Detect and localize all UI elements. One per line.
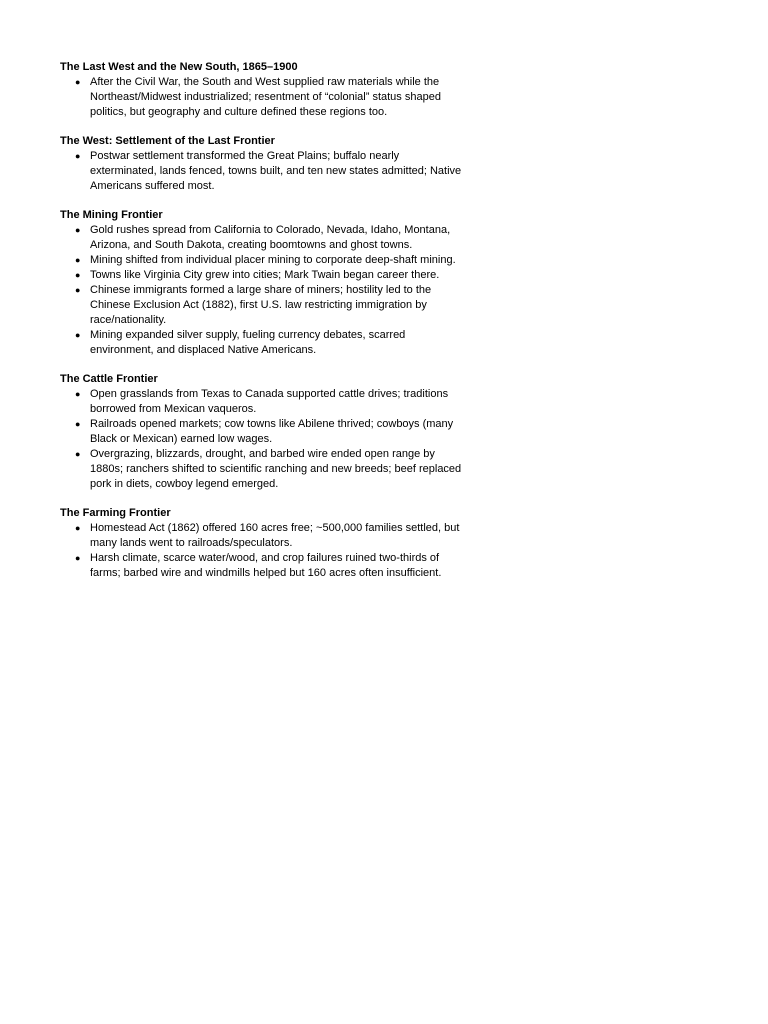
list-item [60,387,462,417]
list-item-text: Mining expanded silver supply, fueling currency debates, scarred environment, and displaced Native Americans. [90,329,406,356]
document-page [60,60,460,595]
list-item-text: Overgrazing, blizzards, drought, and barbed wire ended open range by 1880s; ranchers shifted to scientific ranching and new breeds; beef replaced pork in diets, cowboy legend emerged. [90,448,462,490]
list-item [60,417,462,447]
bullet-icon: ● [75,523,81,533]
list-item-text: Railroads opened markets; cow towns like Abilene thrived; cowboys (many Black or Mexican) earned low wages. [90,418,454,445]
list-item-text: Homestead Act (1862) offered 160 acres free; ~500,000 families settled, but many lands went to railroads/speculators. [90,522,460,549]
bullet-icon: ● [75,225,81,235]
list-item [60,75,462,120]
list-item [60,149,462,194]
bullet-list [60,521,460,581]
list-item [60,521,462,551]
section-title: The West: Settlement of the Last Frontier [60,135,275,147]
bullet-icon: ● [75,255,81,265]
list-item [60,551,462,581]
list-item [60,268,462,283]
list-item-text: Gold rushes spread from California to Colorado, Nevada, Idaho, Montana, Arizona, and South Dakota, creating boomtowns and ghost towns. [90,224,451,251]
bullet-icon: ● [75,553,81,563]
list-item-text: Chinese immigrants formed a large share of miners; hostility led to the Chinese Exclusion Act (1882), first U.S. law restricting immigration by race/nationality. [90,284,432,326]
bullet-icon: ● [75,419,81,429]
section-title: The Mining Frontier [60,209,163,221]
list-item [60,328,462,358]
section-title: The Cattle Frontier [60,373,158,385]
section-cattle-frontier [60,372,460,492]
section-west-settlement [60,134,460,194]
bullet-icon: ● [75,330,81,340]
list-item-text: Postwar settlement transformed the Great Plains; buffalo nearly exterminated, lands fenced, towns built, and ten new states admitted; Native Americans suffered most. [90,150,462,192]
list-item [60,253,462,268]
bullet-icon: ● [75,449,81,459]
section-farming-frontier [60,506,460,581]
bullet-icon: ● [75,77,81,87]
list-item-text: Towns like Virginia City grew into cities; Mark Twain began career there. [90,269,440,281]
bullet-list [60,149,460,194]
list-item-text: After the Civil War, the South and West supplied raw materials while the Northeast/Midwest industrialized; resentment of “colonial” status shaped politics, but geography and culture defined these regions too. [90,76,441,118]
bullet-list [60,223,460,358]
bullet-icon: ● [75,270,81,280]
section-mining-frontier [60,208,460,358]
section-last-west [60,60,460,120]
list-item-text: Open grasslands from Texas to Canada supported cattle drives; traditions borrowed from Mexican vaqueros. [90,388,449,415]
bullet-list [60,75,460,120]
list-item [60,283,462,328]
bullet-icon: ● [75,389,81,399]
bullet-icon: ● [75,285,81,295]
list-item-text: Mining shifted from individual placer mining to corporate deep-shaft mining. [90,254,456,266]
list-item [60,223,462,253]
list-item [60,447,462,492]
section-title: The Last West and the New South, 1865–1900 [60,61,298,73]
bullet-list [60,387,460,492]
list-item-text: Harsh climate, scarce water/wood, and crop failures ruined two-thirds of farms; barbed wire and windmills helped but 160 acres often insufficient. [90,552,442,579]
section-title: The Farming Frontier [60,507,171,519]
bullet-icon: ● [75,151,81,161]
